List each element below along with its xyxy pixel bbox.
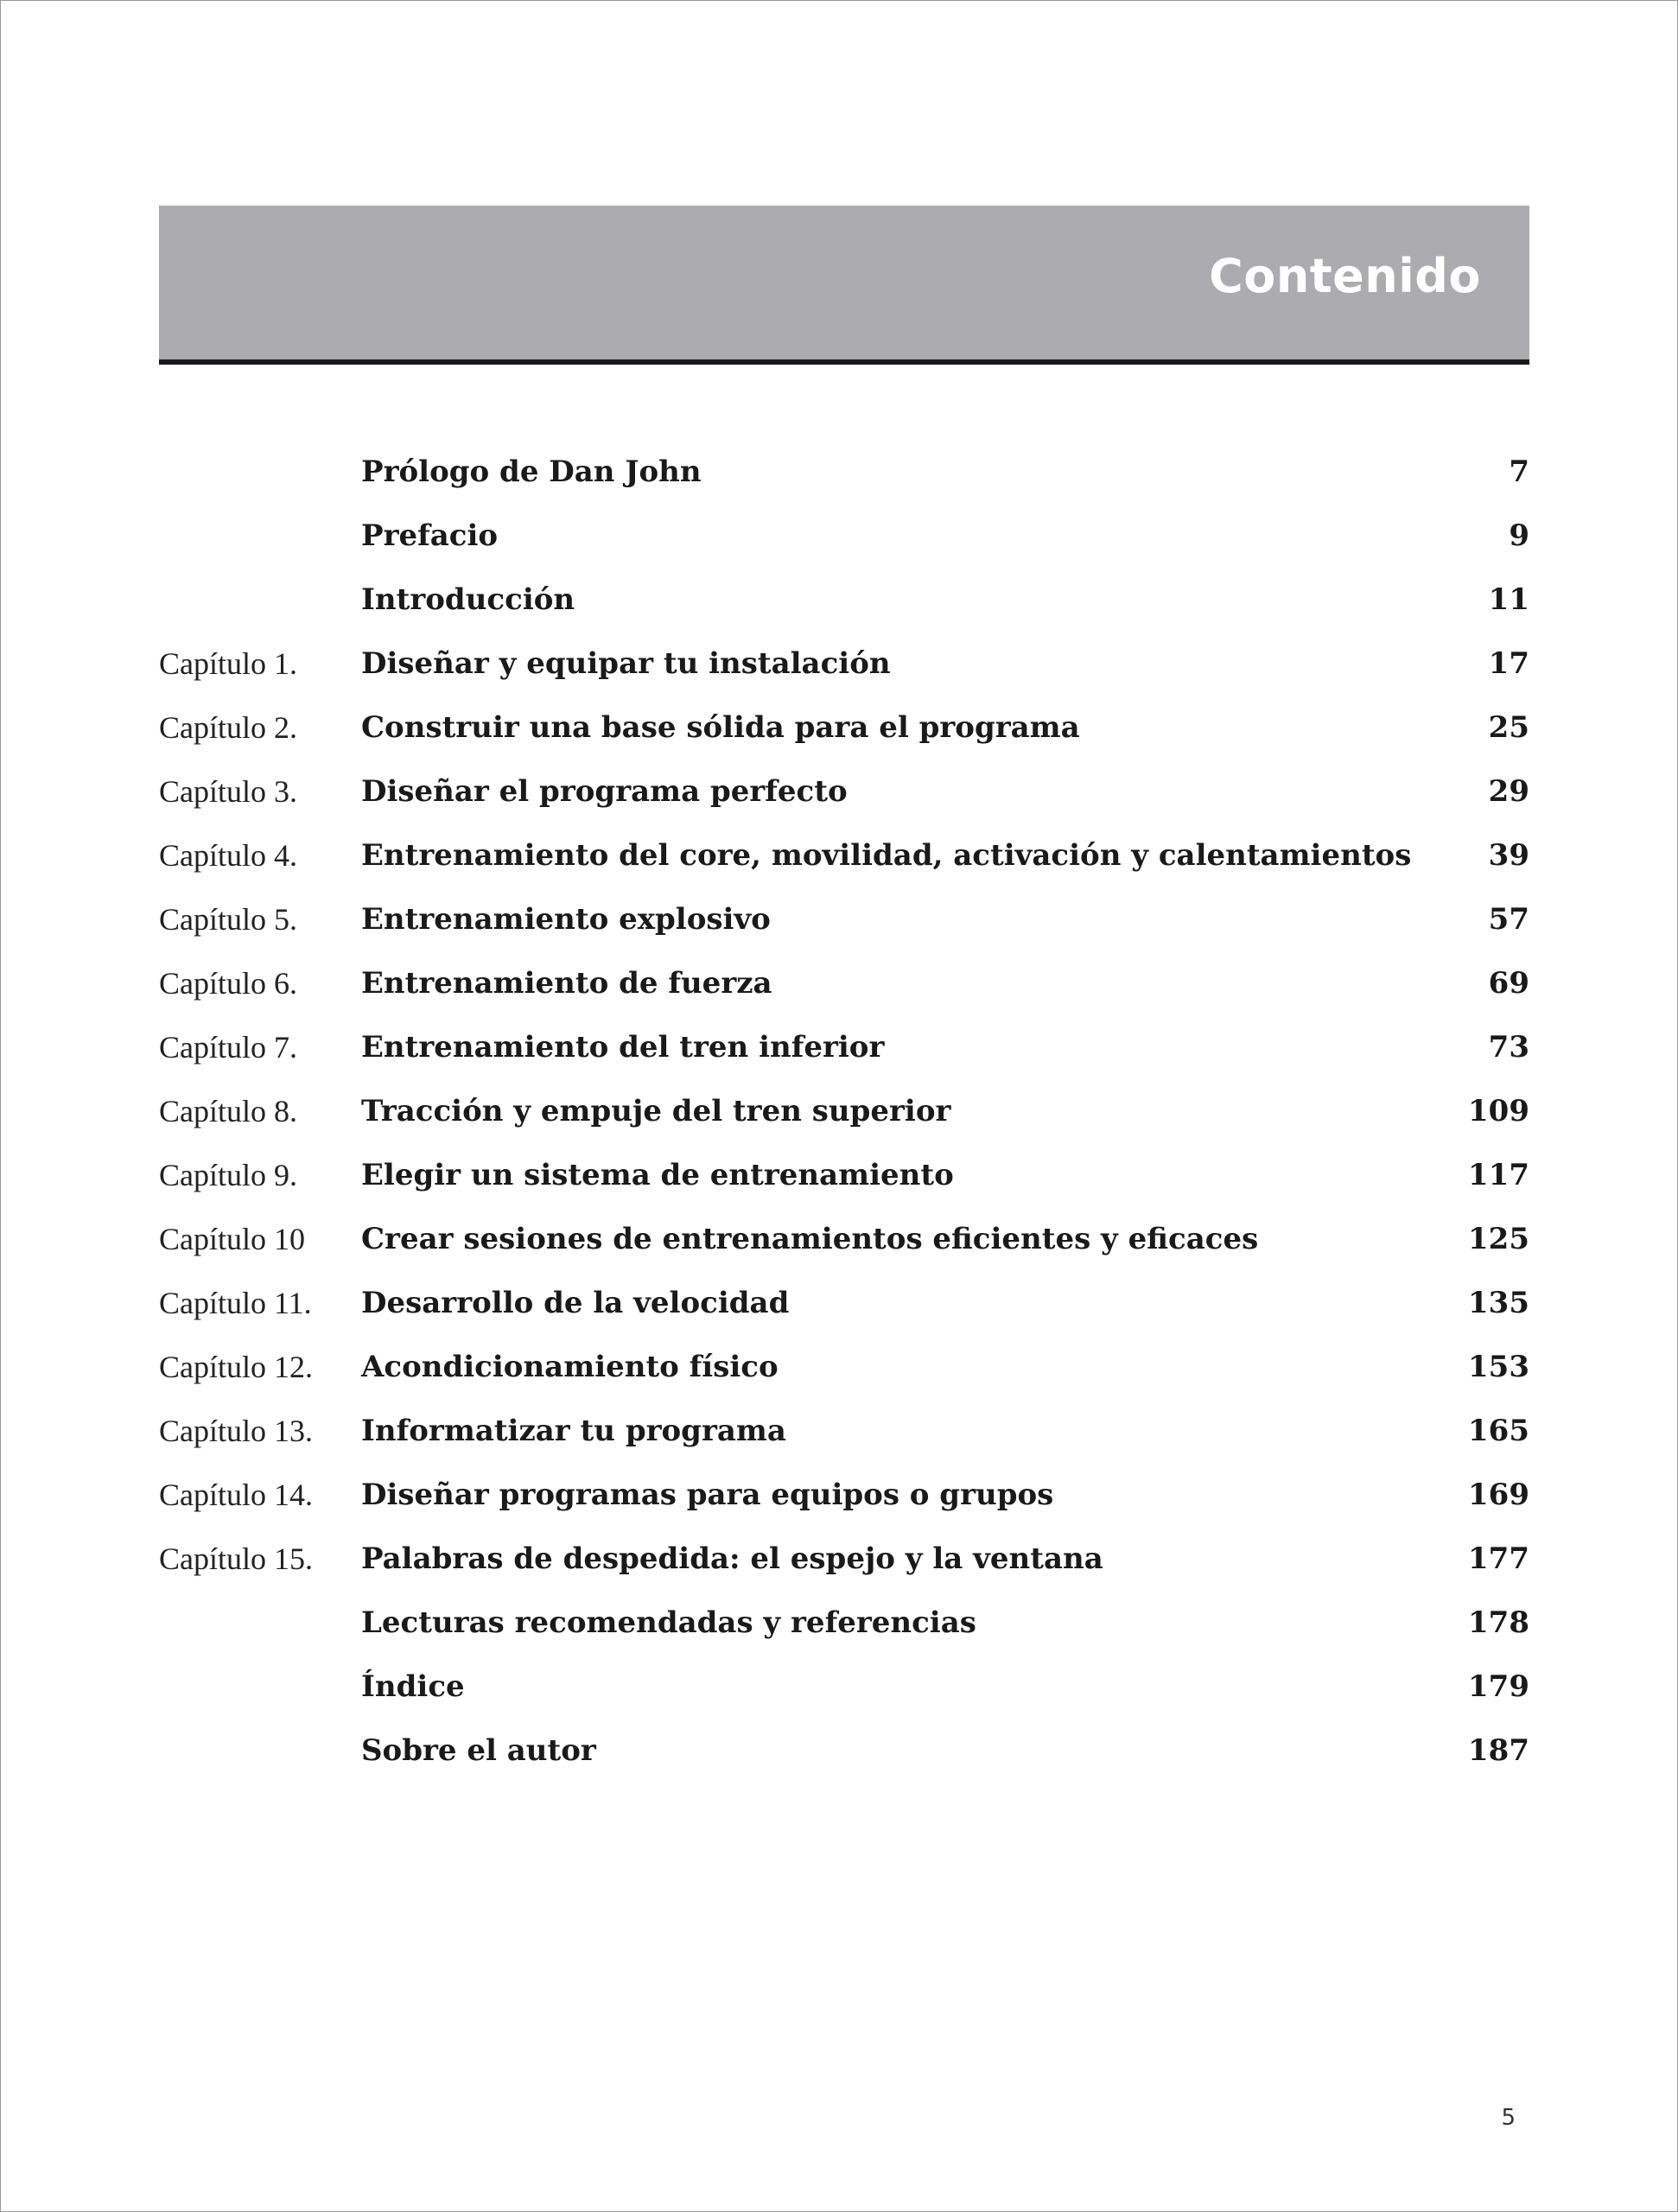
- toc-entry[interactable]: [159, 1335, 1529, 1399]
- toc-page-number: 57: [1488, 902, 1529, 937]
- toc-page-number: 187: [1468, 1733, 1529, 1768]
- toc-entry-title: Diseñar programas para equipos o grupos: [361, 1478, 1054, 1512]
- toc-entry[interactable]: [159, 887, 1529, 951]
- toc-entry-title: Construir una base sólida para el programa: [361, 710, 1080, 745]
- toc-page-number: 135: [1468, 1286, 1529, 1320]
- toc-chapter-label: Capítulo 12.: [159, 1350, 313, 1384]
- toc-entry[interactable]: [159, 440, 1529, 504]
- toc-entry[interactable]: [159, 1655, 1529, 1719]
- toc-page-number: 153: [1468, 1350, 1529, 1384]
- toc-entry-title: Desarrollo de la velocidad: [361, 1286, 790, 1320]
- toc-page-number: 11: [1488, 582, 1529, 617]
- toc-page-number: 179: [1468, 1669, 1529, 1704]
- toc-entry[interactable]: [159, 568, 1529, 632]
- toc-entry-title: Informatizar tu programa: [361, 1414, 786, 1448]
- table-of-contents: [159, 440, 1529, 1783]
- toc-entry-title: Prólogo de Dan John: [361, 454, 702, 489]
- toc-entry[interactable]: [159, 1399, 1529, 1463]
- toc-entry[interactable]: [159, 1527, 1529, 1591]
- toc-entry-title: Entrenamiento de fuerza: [361, 966, 772, 1001]
- header-band: [159, 206, 1529, 361]
- toc-page-number: 9: [1509, 518, 1529, 553]
- toc-entry[interactable]: [159, 1463, 1529, 1527]
- toc-entry-title: Diseñar y equipar tu instalación: [361, 646, 891, 681]
- toc-page-number: 17: [1488, 646, 1529, 681]
- toc-chapter-label: Capítulo 4.: [159, 838, 297, 873]
- toc-entry[interactable]: [159, 1591, 1529, 1655]
- header-divider: [159, 359, 1529, 365]
- toc-page-number: 69: [1488, 966, 1529, 1001]
- toc-entry[interactable]: [159, 632, 1529, 696]
- toc-page-number: 117: [1468, 1158, 1529, 1192]
- toc-entry-title: Prefacio: [361, 518, 499, 553]
- toc-entry[interactable]: [159, 504, 1529, 568]
- toc-entry[interactable]: [159, 1271, 1529, 1335]
- toc-entry-title: Tracción y empuje del tren superior: [361, 1094, 951, 1128]
- toc-chapter-label: Capítulo 8.: [159, 1094, 297, 1128]
- toc-chapter-label: Capítulo 3.: [159, 774, 297, 809]
- toc-chapter-label: Capítulo 11.: [159, 1286, 312, 1320]
- toc-entry-title: Lecturas recomendadas y referencias: [361, 1605, 976, 1640]
- toc-page-number: 109: [1468, 1094, 1529, 1128]
- toc-entry-title: Entrenamiento del core, movilidad, activación y calentamientos: [361, 838, 1412, 873]
- toc-chapter-label: Capítulo 1.: [159, 646, 297, 681]
- toc-entry[interactable]: [159, 1719, 1529, 1783]
- toc-page-number: 7: [1509, 454, 1529, 489]
- toc-entry-title: Entrenamiento explosivo: [361, 902, 771, 937]
- toc-entry[interactable]: [159, 1207, 1529, 1271]
- toc-entry-title: Palabras de despedida: el espejo y la ventana: [361, 1541, 1103, 1576]
- toc-entry-title: Índice: [361, 1669, 465, 1704]
- toc-chapter-label: Capítulo 14.: [159, 1478, 313, 1512]
- toc-entry[interactable]: [159, 1015, 1529, 1079]
- toc-entry-title: Introducción: [361, 582, 575, 617]
- toc-page-number: 165: [1468, 1414, 1529, 1448]
- toc-page-number: 125: [1468, 1222, 1529, 1256]
- toc-page-number: 169: [1468, 1478, 1529, 1512]
- toc-chapter-label: Capítulo 7.: [159, 1030, 297, 1065]
- toc-page-number: 177: [1468, 1541, 1529, 1576]
- toc-page-number: 73: [1488, 1030, 1529, 1065]
- toc-entry[interactable]: [159, 760, 1529, 823]
- page-title: Contenido: [1209, 249, 1481, 303]
- page-number: 5: [1501, 2105, 1516, 2131]
- toc-entry[interactable]: [159, 951, 1529, 1015]
- toc-entry[interactable]: [159, 1079, 1529, 1143]
- toc-page-number: 178: [1468, 1605, 1529, 1640]
- toc-entry-title: Elegir un sistema de entrenamiento: [361, 1158, 954, 1192]
- toc-chapter-label: Capítulo 10: [159, 1222, 305, 1256]
- toc-entry-title: Entrenamiento del tren inferior: [361, 1030, 885, 1065]
- toc-entry-title: Diseñar el programa perfecto: [361, 774, 848, 809]
- toc-chapter-label: Capítulo 9.: [159, 1158, 297, 1192]
- toc-entry-title: Crear sesiones de entrenamientos eficientes y eficaces: [361, 1222, 1259, 1256]
- toc-chapter-label: Capítulo 2.: [159, 710, 297, 745]
- toc-entry[interactable]: [159, 823, 1529, 887]
- toc-entry-title: Sobre el autor: [361, 1733, 596, 1768]
- toc-page-number: 25: [1488, 710, 1529, 745]
- toc-page-number: 29: [1488, 774, 1529, 809]
- toc-entry[interactable]: [159, 696, 1529, 760]
- toc-chapter-label: Capítulo 5.: [159, 902, 297, 937]
- toc-chapter-label: Capítulo 15.: [159, 1541, 313, 1576]
- toc-entry[interactable]: [159, 1143, 1529, 1207]
- toc-entry-title: Acondicionamiento físico: [361, 1350, 779, 1384]
- toc-chapter-label: Capítulo 6.: [159, 966, 297, 1001]
- toc-chapter-label: Capítulo 13.: [159, 1414, 313, 1448]
- toc-page-number: 39: [1488, 838, 1529, 873]
